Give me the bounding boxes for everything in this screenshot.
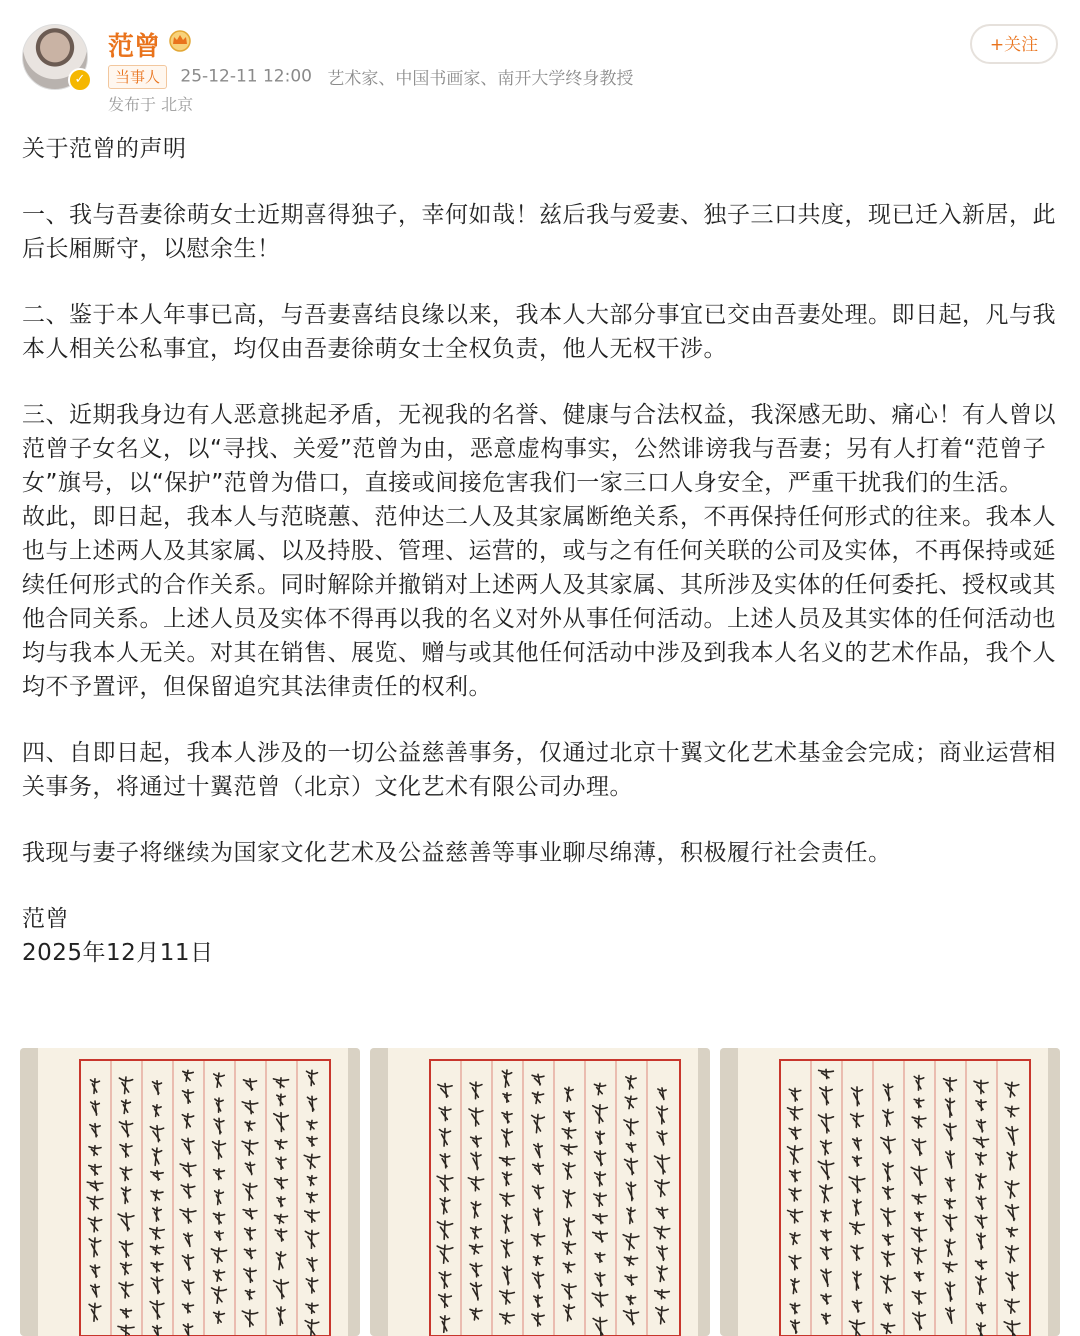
paragraph-2: 二、鉴于本人年事已高，与吾妻喜结良缘以来，我本人大部分事宜已交由吾妻处理。即日起，凡与我本人相关公私事宜，均仅由吾妻徐萌女士全权负责，他人无权干涉。 <box>22 302 1056 362</box>
post-content <box>22 132 1058 970</box>
signature: 范曾 <box>22 906 69 932</box>
post-timestamp: 25-12-11 12:00 <box>180 66 312 87</box>
paragraph-3: 三、近期我身边有人恶意挑起矛盾，无视我的名誉、健康与合法权益，我深感无助、痛心！有人曾以范曾子女名义，以“寻找、关爱”范曾为由，恶意虚构事实，公然诽谤我与吾妻；另有人打着“范曾子女”旗号，以“保护”范曾为借口，直接或间接危害我们一家三口人身安全，严重干扰我们的生活。 <box>22 402 1056 496</box>
paragraph-5: 四、自即日起，我本人涉及的一切公益慈善事务，仅通过北京十翼文化艺术基金会完成；商业运营相关事务，将通过十翼范曾（北京）文化艺术有限公司办理。 <box>22 740 1056 800</box>
follow-button[interactable]: +关注 <box>970 24 1058 64</box>
paragraph-1: 一、我与吾妻徐萌女士近期喜得独子，幸何如哉！兹后我与爱妻、独子三口共度，现已迁入新居，此后长厢厮守，以慰余生！ <box>22 202 1056 262</box>
author-bio: 艺术家、中国书画家、南开大学终身教授 <box>327 69 634 89</box>
paragraph-6: 我现与妻子将继续为国家文化艺术及公益慈善等事业聊尽绵薄，积极履行社会责任。 <box>22 840 892 866</box>
author-name[interactable]: 范曾 <box>108 32 161 62</box>
paragraph-4: 故此，即日起，我本人与范晓蕙、范仲达二人及其家属断绝关系，不再保持任何形式的往来。我本人也与上述两人及其家属、以及持股、管理、运营的，或与之有任何关联的公司及实体，不再保持或延续任何形式的合作关系。同时解除并撤销对上述两人及其家属、其所涉及实体的任何委托、授权或其他合同关系。上述人员及实体不得再以我的名义对外从事任何活动。上述人员及其实体的任何活动也均与我本人无关。对其在销售、展览、赠与或其他任何活动中涉及到我本人名义的艺术作品，我个人均不予置评，但保留追究其法律责任的权利。 <box>22 504 1056 700</box>
photo-grid <box>20 1048 1060 1336</box>
letter-page <box>720 1048 1060 1336</box>
handwritten-letter-photo[interactable] <box>20 1048 360 1336</box>
post-location: 发布于 北京 <box>108 95 194 114</box>
handwritten-letter-photo[interactable] <box>720 1048 1060 1336</box>
letter-page <box>20 1048 360 1336</box>
crown-icon <box>166 28 194 52</box>
verified-icon: ✓ <box>68 68 92 92</box>
statement-title: 关于范曾的声明 <box>22 136 187 162</box>
letter-page <box>370 1048 710 1336</box>
post-header <box>0 0 1080 120</box>
role-tag: 当事人 <box>108 65 167 89</box>
meta-row <box>108 64 633 89</box>
handwritten-letter-photo[interactable] <box>370 1048 710 1336</box>
statement-date: 2025年12月11日 <box>22 940 214 966</box>
